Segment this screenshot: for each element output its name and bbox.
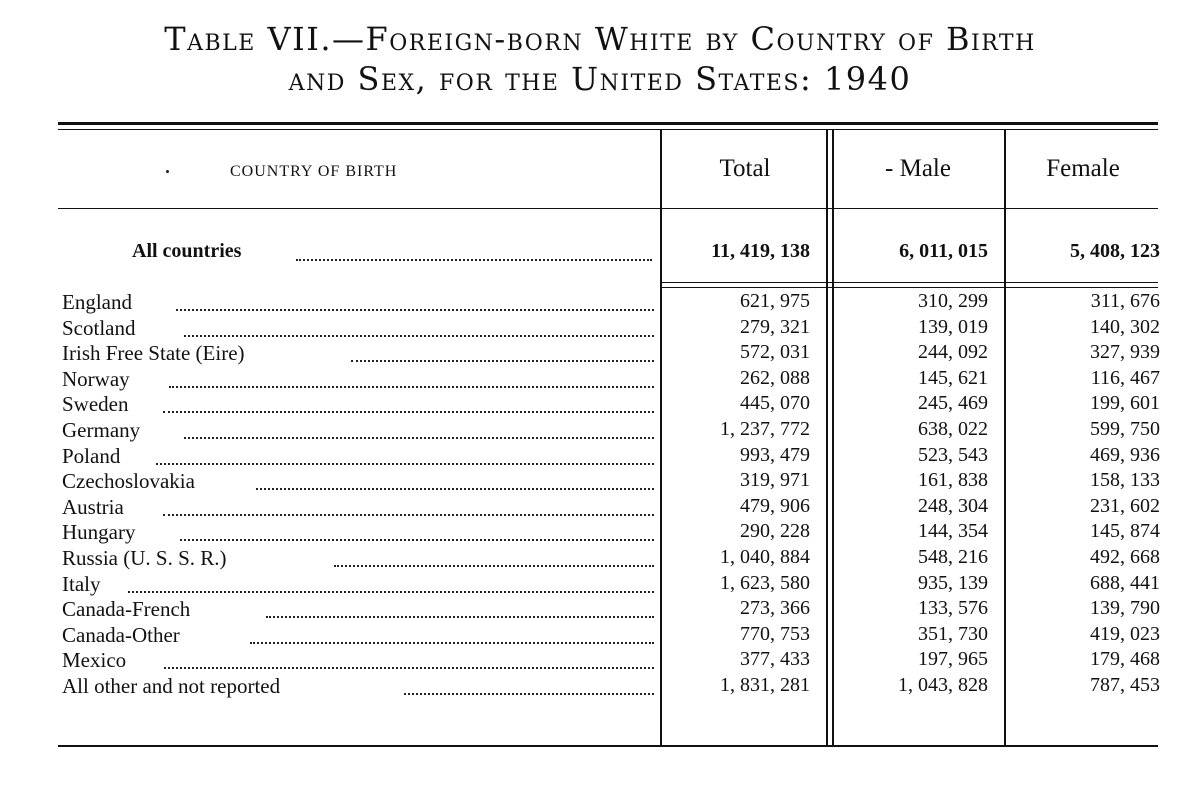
- row-female: 311, 676: [1090, 290, 1160, 312]
- row-country: Austria: [62, 494, 124, 519]
- row-female: 199, 601: [1090, 392, 1160, 415]
- row-female: 327, 939: [1090, 341, 1160, 364]
- row-female: 688, 441: [1090, 571, 1160, 594]
- row-total: 572, 031: [740, 341, 810, 364]
- row-country: Canada-Other: [62, 622, 180, 647]
- row-male: 244, 092: [918, 341, 988, 364]
- header-total: Total: [719, 155, 771, 182]
- row-female: 179, 468: [1090, 648, 1160, 671]
- row-male: 145, 621: [918, 366, 988, 389]
- row-female: 145, 874: [1090, 520, 1160, 543]
- row-total: 377, 433: [740, 648, 810, 671]
- header-speck: [166, 170, 169, 173]
- row-female: 469, 936: [1090, 443, 1160, 466]
- row-country: Czechoslovakia: [62, 469, 195, 494]
- row-leader-dots: [180, 539, 654, 541]
- header-country-of-birth: COUNTRY OF BIRTH: [230, 163, 398, 180]
- row-male: 139, 019: [918, 315, 988, 338]
- row-total: 1, 237, 772: [720, 418, 810, 440]
- row-male: 523, 543: [918, 443, 988, 466]
- row-male: 161, 838: [918, 469, 988, 492]
- row-country: Norway: [62, 366, 130, 391]
- row-female: 158, 133: [1090, 469, 1160, 492]
- row-leader-dots: [266, 616, 654, 618]
- row-country: Russia (U. S. S. R.): [62, 546, 227, 570]
- row-leader-dots: [404, 693, 654, 695]
- row-country: Germany: [62, 418, 141, 442]
- row-female: 140, 302: [1090, 315, 1160, 338]
- table-title-text-2: and Sex, for the United States: 1940: [288, 60, 912, 98]
- header-male: - Male: [885, 155, 951, 182]
- column-rule-total-male-b: [832, 130, 834, 745]
- row-leader-dots: [176, 309, 654, 311]
- row-leader-dots: [184, 335, 654, 337]
- row-female: 492, 668: [1090, 546, 1160, 568]
- row-leader-dots: [250, 642, 654, 644]
- column-rule-male-female: [1004, 130, 1006, 745]
- row-male: 1, 043, 828: [898, 674, 988, 696]
- all-countries-label: All countries: [132, 240, 242, 262]
- row-total: 1, 831, 281: [720, 674, 810, 696]
- table-title-text-1: Table VII.—Foreign-born White by Country of Birth: [164, 20, 1036, 58]
- row-leader-dots: [334, 565, 654, 567]
- row-leader-dots: [156, 463, 654, 465]
- header-rule: [58, 208, 1158, 209]
- row-country: All other and not reported: [62, 674, 281, 698]
- row-country: Mexico: [62, 648, 127, 673]
- row-country: Scotland: [62, 315, 136, 340]
- row-male: 351, 730: [918, 622, 988, 645]
- row-total: 770, 753: [740, 622, 810, 645]
- row-male: 638, 022: [918, 418, 988, 440]
- row-leader-dots: [163, 411, 654, 413]
- row-total: 621, 975: [740, 290, 810, 312]
- all-countries-rule-1: [662, 282, 1158, 283]
- header-female: Female: [1046, 155, 1120, 182]
- row-female: 419, 023: [1090, 622, 1160, 645]
- row-country: Italy: [62, 571, 101, 596]
- row-leader-dots: [163, 514, 654, 516]
- table-title-line-1: [0, 20, 1200, 58]
- row-leader-dots: [164, 667, 654, 669]
- row-male: 548, 216: [918, 546, 988, 568]
- row-total: 273, 366: [740, 597, 810, 620]
- row-total: 479, 906: [740, 494, 810, 517]
- row-country: England: [62, 290, 132, 314]
- row-female: 116, 467: [1090, 366, 1160, 389]
- row-total: 319, 971: [740, 469, 810, 492]
- all-countries-leader: [296, 259, 652, 261]
- all-countries-total: 11, 419, 138: [711, 240, 810, 262]
- row-country: Hungary: [62, 520, 136, 545]
- row-total: 262, 088: [740, 366, 810, 389]
- row-male: 133, 576: [918, 597, 988, 620]
- row-leader-dots: [169, 386, 654, 388]
- row-total: 279, 321: [740, 315, 810, 338]
- column-rule-country-total: [660, 130, 662, 745]
- row-leader-dots: [184, 437, 654, 439]
- row-male: 248, 304: [918, 494, 988, 517]
- row-male: 310, 299: [918, 290, 988, 312]
- top-rule-thick: [58, 122, 1158, 125]
- row-female: 599, 750: [1090, 418, 1160, 440]
- row-total: 993, 479: [740, 443, 810, 466]
- row-male: 245, 469: [918, 392, 988, 415]
- row-country: Sweden: [62, 392, 129, 417]
- row-leader-dots: [256, 488, 654, 490]
- row-country: Canada-French: [62, 597, 191, 622]
- row-male: 144, 354: [918, 520, 988, 543]
- row-total: 445, 070: [740, 392, 810, 415]
- bottom-rule: [58, 745, 1158, 747]
- row-country: Poland: [62, 443, 121, 468]
- row-male: 197, 965: [918, 648, 988, 671]
- column-rule-total-male-a: [826, 130, 828, 745]
- all-countries-female: 5, 408, 123: [1070, 240, 1160, 262]
- top-rule-thin: [58, 129, 1158, 130]
- row-total: 290, 228: [740, 520, 810, 543]
- all-countries-male: 6, 011, 015: [899, 240, 988, 262]
- row-female: 231, 602: [1090, 494, 1160, 517]
- row-country: Irish Free State (Eire): [62, 341, 245, 366]
- row-total: 1, 623, 580: [720, 571, 810, 594]
- table-title-line-2: [0, 60, 1200, 98]
- row-total: 1, 040, 884: [720, 546, 810, 568]
- row-female: 787, 453: [1090, 674, 1160, 696]
- row-female: 139, 790: [1090, 597, 1160, 620]
- all-countries-rule-2: [662, 287, 1158, 288]
- row-leader-dots: [351, 360, 654, 362]
- row-leader-dots: [128, 591, 654, 593]
- row-male: 935, 139: [918, 571, 988, 594]
